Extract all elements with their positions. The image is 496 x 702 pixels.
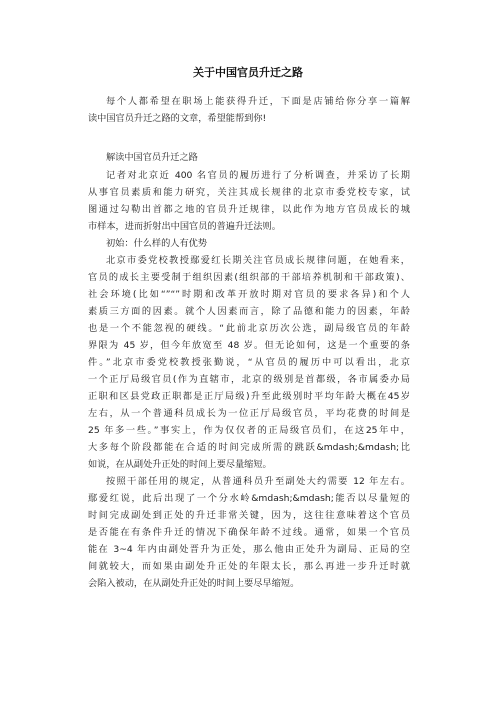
- paragraph-line: 25 年多一些。”事实上，作为仅仅者的正局级官员们，在这25年中，: [88, 425, 410, 436]
- paragraph-line: 是否能在有条件升迁的情况下确保年龄不过线。通常，如果一个官员: [88, 527, 410, 538]
- paragraph-line: 北京市委党校教授鄢爱红长期关注官员成长规律问题，在她看来，: [106, 255, 410, 266]
- paragraph-line: 大多每个阶段都能在合适的时间完成所需的跳跃&mdash;&mdash;比: [88, 442, 410, 453]
- paragraph-line: 市样本，进而折射出中国官员的普遍升迁法则。: [88, 221, 281, 232]
- document-title: 关于中国官员升迁之路: [193, 66, 303, 79]
- paragraph-line: 按照干部任用的规定，从普通科员升至副处大约需要 12 年左右。: [106, 476, 410, 487]
- paragraph-line: 正职和区县党政正职都是正厅局级)升至此级别时平均年龄大概在45岁: [88, 391, 410, 402]
- paragraph-line: 时间完成副处到正处的升迁非常关键，因为，这往往意味着这个官员: [88, 510, 410, 521]
- paragraph-line: 左右，从一个普通科员成长为一位正厅局级官员，平均花费的时间是: [88, 408, 410, 419]
- paragraph-line: 官员的成长主要受制于组织因素(组织部的干部培养机制和干部政策)、: [88, 272, 410, 283]
- paragraph-line: 从事官员素质和能力研究，关注其成长规律的北京市委党校专家，试: [88, 187, 410, 198]
- paragraph-line: 界限为 45 岁，但今年放宽至 48 岁。但无论如何，这是一个重要的条: [88, 340, 410, 351]
- paragraph-line: 件。”北京市委党校教授张勤说，“从官员的履历中可以看出，北京: [88, 357, 410, 368]
- paragraph-line: 社会环境(比如“”“”时期和改革开放时期对官员的要求各异)和个人: [88, 289, 410, 300]
- paragraph-line: 图通过勾勒出首都之地的官员升迁规律，以此作为地方官员成长的城: [88, 204, 410, 215]
- paragraph-line: 如说，在从副处升正处的时间上要尽量缩短。: [88, 459, 272, 470]
- paragraph-line: 素质三方面的因素。就个人因素而言，除了品德和能力的因素，年龄: [88, 306, 410, 317]
- paragraph-line: 会陷入被动，在从副处升正处的时间上要尽早缩短。: [88, 578, 300, 589]
- section-heading: 初始：什么样的人有优势: [106, 238, 208, 249]
- paragraph-line: 每个人都希望在职场上能获得升迁，下面是店铺给你分享一篇解: [106, 96, 410, 107]
- paragraph-line: 间就较大，而如果由副处升正处的年限太长，那么再进一步升迁时就: [88, 561, 410, 572]
- paragraph-line: 记者对北京近 400 名官员的履历进行了分析调查，并采访了长期: [106, 170, 410, 181]
- section-heading: 解读中国官员升迁之路: [106, 152, 198, 163]
- paragraph-line: 读中国官员升迁之路的文章，希望能帮到你!: [88, 113, 267, 124]
- paragraph-line: 一个正厅局级官员(作为直辖市，北京的级别是首都级，各市属委办局: [88, 374, 410, 385]
- paragraph-line: 也是一个不能忽视的硬线。“此前北京历次公选，副局级官员的年龄: [88, 323, 410, 334]
- paragraph-line: 能在 3~4 年内由副处晋升为正处，那么他由正处升为副局、正局的空: [88, 544, 410, 555]
- paragraph-line: 鄢爱红说，此后出现了一个分水岭&mdash;&mdash;能否以尽量短的: [88, 493, 410, 504]
